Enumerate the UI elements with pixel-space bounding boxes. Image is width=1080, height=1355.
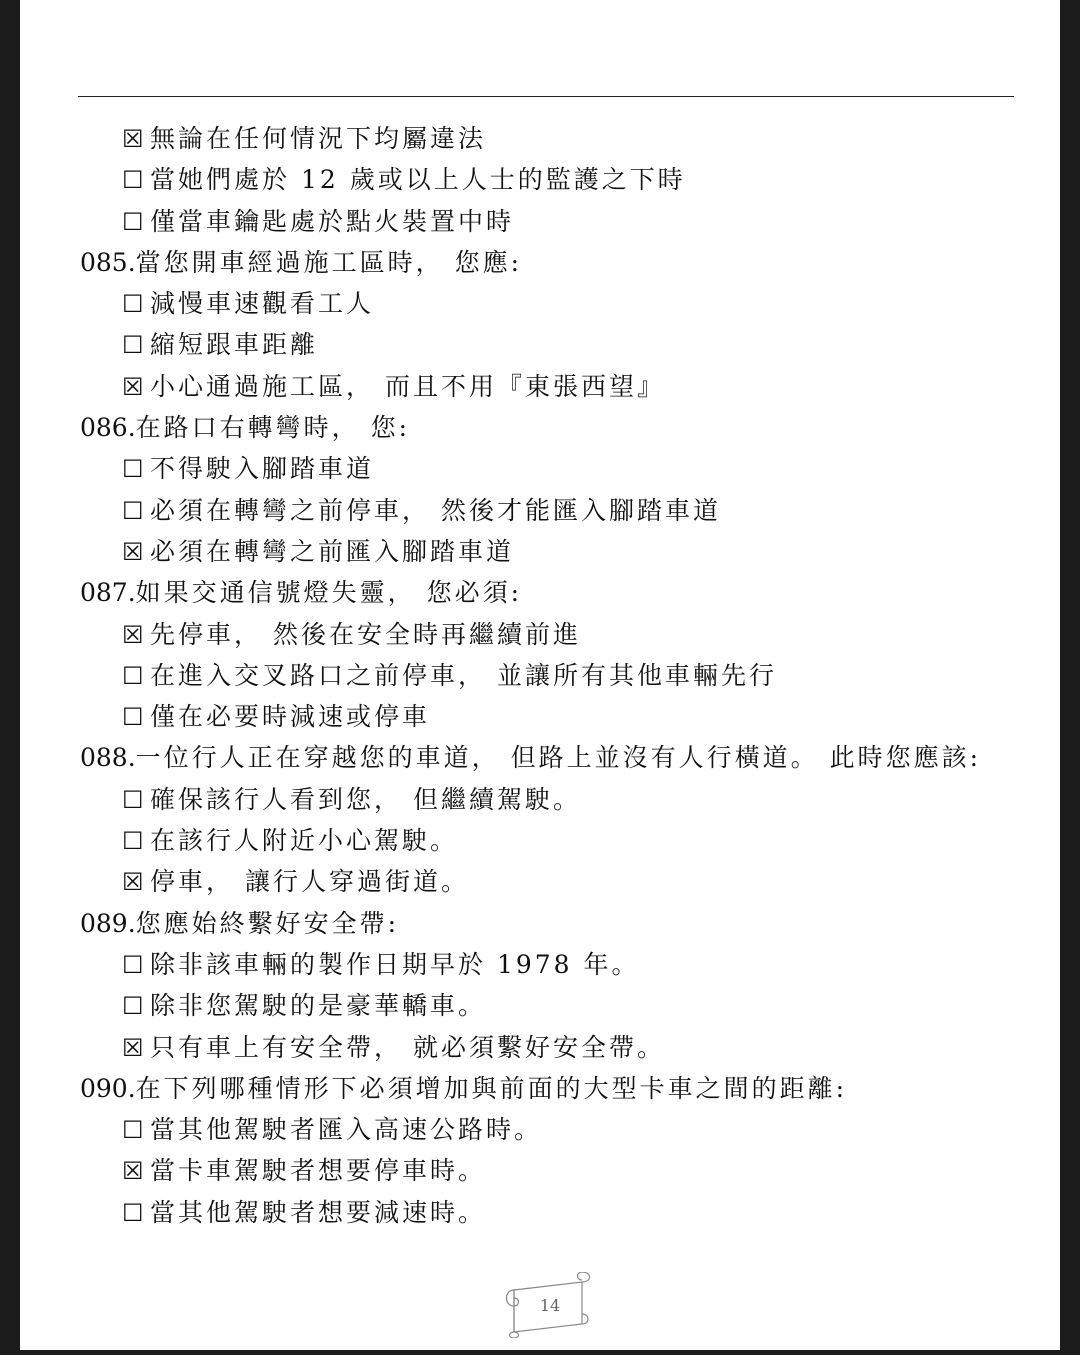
question-number: 085.: [80, 247, 136, 277]
option-text: 停車， 讓行人穿過街道。: [150, 867, 469, 897]
option-text: 僅當車鑰匙處於點火裝置中時: [150, 206, 515, 236]
option-line: [80, 118, 1020, 159]
question-text: 在路口右轉彎時， 您:: [135, 413, 411, 443]
checked-box-icon: ☒: [122, 620, 144, 649]
option-line: [80, 490, 1020, 531]
option-line: [80, 614, 1020, 655]
option-text: 除非該車輛的製作日期早於 1978 年。: [150, 949, 640, 979]
option-text: 確保該行人看到您， 但繼續駕駛。: [150, 784, 581, 814]
option-text: 僅在必要時減速或停車: [150, 702, 431, 732]
question-text: 在下列哪種情形下必須增加與前面的大型卡車之間的距離:: [135, 1073, 848, 1103]
unchecked-box-icon: ☐: [122, 331, 144, 360]
option-text: 縮短跟車距離: [150, 330, 319, 360]
option-line: [80, 448, 1020, 489]
option-line: [80, 655, 1020, 696]
checked-box-icon: ☒: [122, 372, 144, 401]
option-line: [80, 820, 1020, 861]
question-line: [80, 572, 1020, 613]
option-line: [80, 696, 1020, 737]
option-line: [80, 366, 1020, 407]
option-line: [80, 324, 1020, 365]
question-text: 一位行人正在穿越您的車道， 但路上並沒有人行橫道。 此時您應該:: [135, 743, 981, 773]
question-number: 088.: [80, 743, 136, 773]
option-text: 必須在轉彎之前停車， 然後才能匯入腳踏車道: [150, 495, 721, 525]
unchecked-box-icon: ☐: [122, 1198, 144, 1227]
option-line: [80, 283, 1020, 324]
unchecked-box-icon: ☐: [122, 207, 144, 236]
option-text: 在該行人附近小心駕駛。: [150, 826, 459, 856]
option-line: [80, 1027, 1020, 1068]
checked-box-icon: ☒: [122, 868, 144, 897]
option-text: 只有車上有安全帶， 就必須繫好安全帶。: [150, 1032, 665, 1062]
unchecked-box-icon: ☐: [122, 290, 144, 319]
option-text: 先停車， 然後在安全時再繼續前進: [150, 619, 581, 649]
checked-box-icon: ☒: [122, 1033, 144, 1062]
document-page: [20, 0, 1060, 1350]
option-line: [80, 1192, 1020, 1233]
unchecked-box-icon: ☐: [122, 992, 144, 1021]
header-rule: [78, 96, 1014, 97]
unchecked-box-icon: ☐: [122, 496, 144, 525]
option-line: [80, 779, 1020, 820]
page-number: 14: [539, 1296, 561, 1315]
option-line: [80, 944, 1020, 985]
question-list: [80, 118, 1020, 1233]
unchecked-box-icon: ☐: [122, 785, 144, 814]
option-text: 不得駛入腳踏車道: [150, 454, 375, 484]
checked-box-icon: ☒: [122, 125, 144, 153]
unchecked-box-icon: ☐: [122, 1116, 144, 1145]
option-line: [80, 861, 1020, 902]
option-line: [80, 1109, 1020, 1150]
question-number: 087.: [80, 578, 136, 608]
unchecked-box-icon: ☐: [122, 827, 144, 856]
unchecked-box-icon: ☐: [122, 661, 144, 690]
question-number: 086.: [80, 413, 136, 443]
option-text: 減慢車速觀看工人: [150, 289, 375, 319]
unchecked-box-icon: ☐: [122, 455, 144, 484]
option-text: 當其他駕駛者想要減速時。: [150, 1197, 487, 1227]
option-line: [80, 531, 1020, 572]
unchecked-box-icon: ☐: [122, 703, 144, 732]
question-text: 您應始終繫好安全帶:: [135, 908, 400, 938]
option-line: [80, 1150, 1020, 1191]
option-line: [80, 201, 1020, 242]
option-text: 小心通過施工區， 而且不用『東張西望』: [150, 371, 665, 401]
question-line: [80, 903, 1020, 944]
question-text: 當您開車經過施工區時， 您應:: [135, 247, 523, 277]
question-line: [80, 407, 1020, 448]
question-number: 089.: [80, 908, 136, 938]
checked-box-icon: ☒: [122, 1157, 144, 1186]
page-footer: [500, 1272, 592, 1338]
option-text: 當她們處於 12 歲或以上人士的監護之下時: [150, 165, 686, 195]
option-text: 在進入交叉路口之前停車， 並讓所有其他車輛先行: [150, 660, 777, 690]
option-line: [80, 159, 1020, 200]
unchecked-box-icon: ☐: [122, 166, 144, 195]
option-text: 必須在轉彎之前匯入腳踏車道: [150, 536, 515, 566]
option-text: 當卡車駕駛者想要停車時。: [150, 1156, 487, 1186]
question-line: [80, 242, 1020, 283]
option-text: 當其他駕駛者匯入高速公路時。: [150, 1115, 543, 1145]
question-line: [80, 737, 1020, 778]
option-text: 除非您駕駛的是豪華轎車。: [150, 991, 487, 1021]
option-line: [80, 985, 1020, 1026]
option-text: 無論在任何情況下均屬違法: [150, 124, 487, 153]
question-line: [80, 1068, 1020, 1109]
checked-box-icon: ☒: [122, 537, 144, 566]
question-text: 如果交通信號燈失靈， 您必須:: [135, 578, 523, 608]
question-number: 090.: [80, 1073, 136, 1103]
unchecked-box-icon: ☐: [122, 950, 144, 979]
